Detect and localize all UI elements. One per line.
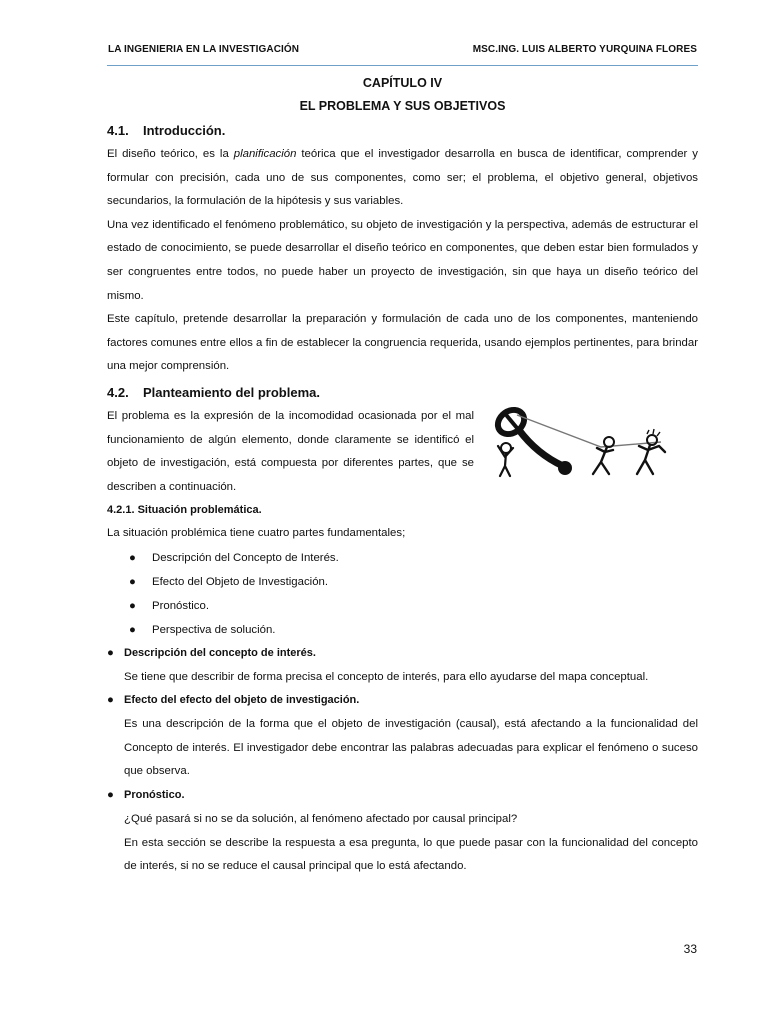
section-heading-introduction [107, 119, 698, 143]
parts-list [107, 546, 698, 642]
intro-paragraph-2: Una vez identificado el fenómeno problemático, su objeto de investigación y la perspectiva, además de estructurar el estado de conocimiento, se puede desarrollar el diseño teórico en componentes, que deben estar bien formulados y ser congruentes entre todos, no puede haber un proyecto de investigación, sin que haya un diseño teórico del mismo. [107, 218, 698, 302]
detail-title: Descripción del concepto de interés. [124, 646, 316, 659]
text-run: El diseño teórico, es la [107, 148, 234, 160]
detail-text: En esta sección se describe la respuesta a esa pregunta, lo que puede pasar con la funcionalidad del concepto de interés, si no se reduce el causal principal que lo está afectando. [124, 836, 698, 873]
bullet-icon: ● [107, 646, 114, 659]
chapter-title: EL PROBLEMA Y SUS OBJETIVOS [299, 99, 506, 113]
detail-text: Se tiene que describir de forma precisa el concepto de interés, para ello ayudarse del mapa conceptual. [124, 670, 649, 683]
header-rule [107, 65, 698, 66]
section-number: 4.2. [107, 384, 129, 400]
section-number: 4.1. [107, 123, 129, 138]
section-title: Introducción. [143, 123, 226, 138]
chapter-label: CAPÍTULO IV [362, 76, 443, 90]
detail-item-concept [107, 642, 698, 689]
detail-item-forecast [107, 784, 698, 879]
problem-paragraph: El problema es la expresión de la incomodidad ocasionada por el mal funcionamiento de algún elemento, donde claramente se identificó el objeto de investigación, está compuesta por diferentes partes, que se describen a continuación. [107, 409, 474, 493]
page-number: 33 [683, 942, 697, 956]
detail-question: ¿Qué pasará si no se da solución, al fenómeno afectado por causal principal? [124, 812, 518, 825]
section-title: Planteamiento del problema. [143, 384, 320, 400]
tug-of-war-illustration [489, 402, 681, 488]
detail-title: Pronóstico. [124, 789, 185, 802]
detail-item-effect [107, 689, 698, 784]
list-item-text: Efecto del Objeto de Investigación. [152, 575, 329, 588]
bullet-icon: ● [107, 789, 114, 802]
emphasis-text: planificación [233, 148, 297, 160]
list-item-text: Pronóstico. [152, 599, 209, 612]
list-item-text: Descripción del Concepto de Interés. [152, 551, 339, 564]
list-item [129, 570, 698, 594]
bullet-icon: ● [129, 551, 136, 564]
detail-text: Es una descripción de la forma que el objeto de investigación (causal), está afectando a la funcionalidad del Concepto de interés. El investigador debe encontrar las palabras adecuadas para explicar el fenómeno o suceso que observa. [124, 717, 698, 778]
header-right: MSC.ING. LUIS ALBERTO YURQUINA FLORES [472, 44, 697, 55]
bullet-icon: ● [129, 623, 136, 636]
subsection-intro: La situación problémica tiene cuatro partes fundamentales; [107, 527, 406, 540]
bullet-icon: ● [129, 575, 136, 588]
bullet-icon: ● [107, 694, 114, 707]
subsection-heading: 4.2.1. Situación problemática. [107, 504, 262, 517]
list-item [129, 618, 698, 642]
detail-title: Efecto del efecto del objeto de investigación. [124, 694, 360, 707]
header-left: LA INGENIERIA EN LA INVESTIGACIÓN [108, 44, 300, 55]
list-item [129, 594, 698, 618]
bullet-icon: ● [129, 599, 136, 612]
text-run: teórica que el investigador desarrolla en busca de identificar, comprender y formular con precisión, cada uno de sus componentes, como ser; el problema, el objetivo general, objetivos secundarios, la formulación de la hipótesis y sus variables. [107, 148, 698, 208]
page-content [107, 70, 698, 879]
list-item-text: Perspectiva de solución. [152, 623, 276, 636]
problem-block [107, 405, 698, 499]
intro-paragraph-3: Este capítulo, pretende desarrollar la preparación y formulación de cada uno de los componentes, manteniendo factores comunes entre ellos a fin de establecer la congruencia requerida, usando ejemplos pertinentes, para brindar una mejor comprensión. [107, 313, 698, 373]
intro-paragraph-1 [107, 143, 698, 214]
list-item [129, 546, 698, 570]
page-header [108, 44, 697, 64]
